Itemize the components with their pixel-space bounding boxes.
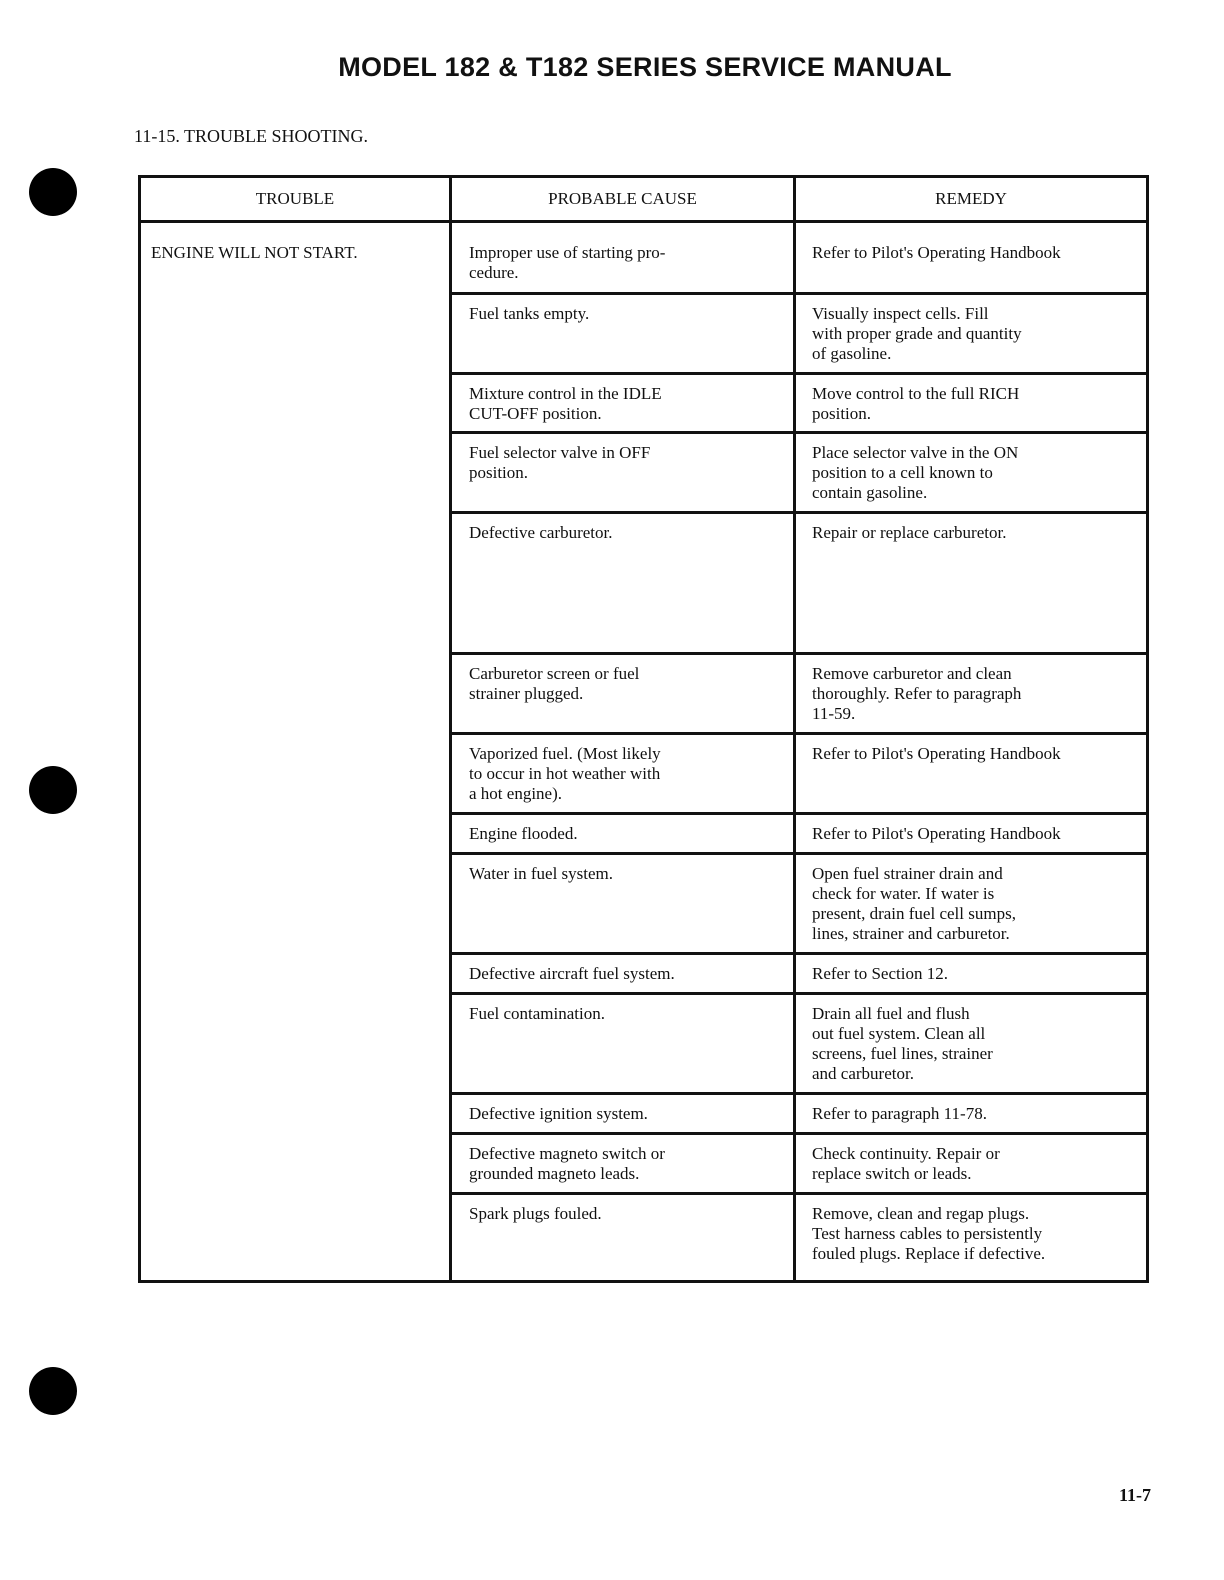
remedy-cell: Open fuel strainer drain and check for water. If water is present, drain fuel cell sumps, lines, strainer and carburetor.: [795, 854, 1148, 954]
remedy-cell: Move control to the full RICH position.: [795, 374, 1148, 433]
probable-cause-cell: Water in fuel system.: [451, 854, 795, 954]
probable-cause-cell: Spark plugs fouled.: [451, 1194, 795, 1282]
remedy-cell: Refer to Pilot's Operating Handbook: [795, 734, 1148, 814]
trouble-cell: ENGINE WILL NOT START.: [140, 222, 451, 1282]
binder-hole: [29, 168, 77, 216]
remedy-cell: Remove carburetor and clean thoroughly. Refer to paragraph 11-59.: [795, 654, 1148, 734]
remedy-cell: Check continuity. Repair or replace switch or leads.: [795, 1134, 1148, 1194]
remedy-cell: Remove, clean and regap plugs. Test harness cables to persistently fouled plugs. Replace if defective.: [795, 1194, 1148, 1282]
binder-hole: [29, 1367, 77, 1415]
probable-cause-cell: Defective ignition system.: [451, 1094, 795, 1134]
remedy-cell: Repair or replace carburetor.: [795, 513, 1148, 654]
probable-cause-cell: Defective aircraft fuel system.: [451, 954, 795, 994]
probable-cause-cell: Engine flooded.: [451, 814, 795, 854]
probable-cause-cell: Defective carburetor.: [451, 513, 795, 654]
binder-hole: [29, 766, 77, 814]
remedy-cell: Refer to Pilot's Operating Handbook: [795, 222, 1148, 294]
page-number: 11-7: [1118, 1485, 1151, 1505]
probable-cause-cell: Vaporized fuel. (Most likely to occur in hot weather with a hot engine).: [451, 734, 795, 814]
probable-cause-cell: Carburetor screen or fuel strainer plugged.: [451, 654, 795, 734]
header-remedy: REMEDY: [795, 177, 1148, 222]
header-trouble: TROUBLE: [140, 177, 451, 222]
remedy-cell: Refer to Pilot's Operating Handbook: [795, 814, 1148, 854]
probable-cause-cell: Fuel selector valve in OFF position.: [451, 433, 795, 513]
probable-cause-cell: Mixture control in the IDLE CUT-OFF position.: [451, 374, 795, 433]
table-row: [140, 222, 1148, 294]
probable-cause-cell: Improper use of starting pro- cedure.: [451, 222, 795, 294]
remedy-cell: Visually inspect cells. Fill with proper grade and quantity of gasoline.: [795, 294, 1148, 374]
remedy-cell: Drain all fuel and flush out fuel system. Clean all screens, fuel lines, strainer and carburetor.: [795, 994, 1148, 1094]
remedy-cell: Place selector valve in the ON position to a cell known to contain gasoline.: [795, 433, 1148, 513]
page-title: MODEL 182 & T182 SERIES SERVICE MANUAL: [338, 52, 952, 82]
troubleshooting-table: [138, 175, 1149, 1283]
remedy-cell: Refer to paragraph 11-78.: [795, 1094, 1148, 1134]
table-header-row: [140, 177, 1148, 222]
header-probable-cause: PROBABLE CAUSE: [451, 177, 795, 222]
probable-cause-cell: Defective magneto switch or grounded magneto leads.: [451, 1134, 795, 1194]
section-heading: 11-15. TROUBLE SHOOTING.: [134, 126, 368, 146]
probable-cause-cell: Fuel contamination.: [451, 994, 795, 1094]
remedy-cell: Refer to Section 12.: [795, 954, 1148, 994]
probable-cause-cell: Fuel tanks empty.: [451, 294, 795, 374]
